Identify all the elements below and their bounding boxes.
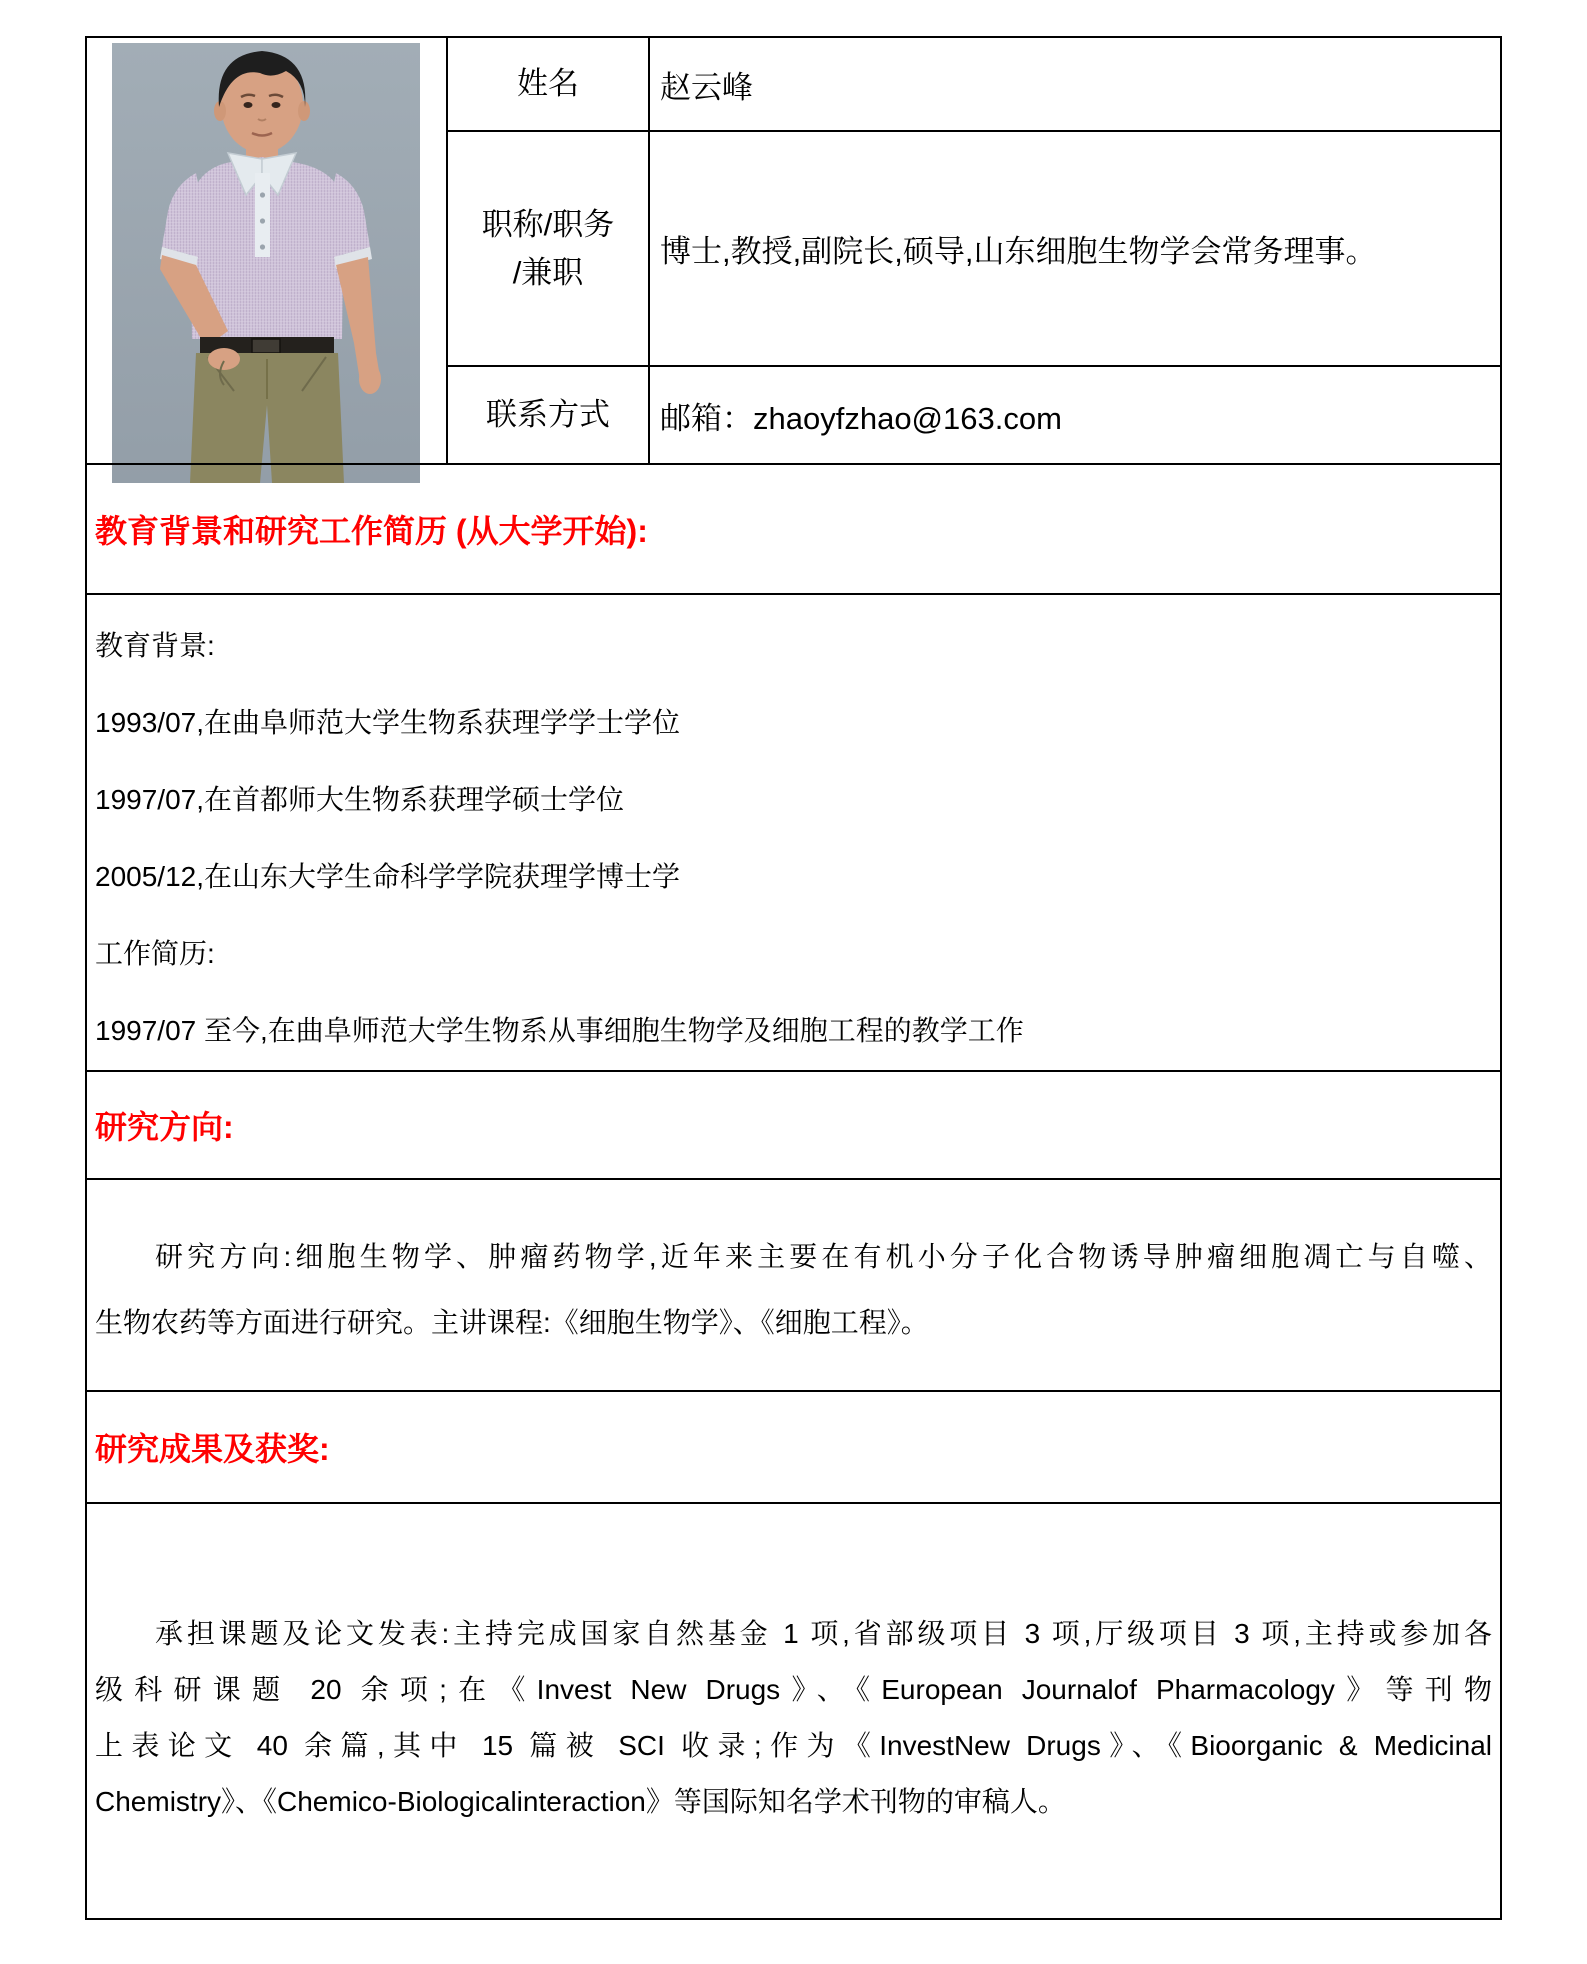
text-line: 工作简历: [95, 938, 215, 969]
section-body-achievements [87, 1502, 1500, 1918]
text-line: 承担课题及论文发表:主持完成国家自然基金 1 项,省部级项目 3 项,厅级项目 3 项,主持或参加各 [155, 1618, 1492, 1649]
table-row-contact [448, 365, 1500, 463]
contact-label: 联系方式 [448, 367, 650, 463]
text-line: 职称/职务 [481, 206, 615, 242]
profile-info-column [448, 38, 1500, 463]
section-header-education [87, 463, 1500, 593]
title-label [448, 132, 650, 365]
table-row-name [448, 38, 1500, 130]
title-value: 博士,教授,副院长,硕导,山东细胞生物学会常务理事。 [660, 234, 1377, 269]
profile-table [87, 38, 1500, 463]
text-line: Chemistry》、《Chemico-Biologicalinteraction》等国际知名学术刊物的审稿人。 [95, 1786, 1066, 1817]
text-line: 上表论文 40 余篇,其中 15 篇被 SCI 收录;作为《InvestNew Drugs》、《Bioorganic & Medicinal [95, 1730, 1492, 1761]
section-header-achievements [87, 1390, 1500, 1502]
contact-email-value: 邮箱：zhaoyfzhao@163.com [660, 400, 1062, 436]
text-line: 1993/07,在曲阜师范大学生物系获理学学士学位 [95, 707, 680, 738]
text-line: 2005/12,在山东大学生命科学学院获理学博士学 [95, 861, 680, 892]
section-body-research [87, 1178, 1500, 1390]
text-line: 教育背景: [95, 630, 215, 661]
text-line: /兼职 [512, 254, 584, 290]
text-line: 研究方向:细胞生物学、肿瘤药物学,近年来主要在有机小分子化合物诱导肿瘤细胞凋亡与自噬、 [155, 1241, 1492, 1272]
photo-cell [87, 38, 448, 463]
name-value: 赵云峰 [660, 69, 753, 105]
education-header-text: 教育背景和研究工作简历 (从大学开始): [95, 513, 648, 549]
text-line: 1997/07,在首都师大生物系获理学硕士学位 [95, 784, 624, 815]
achievements-header-text: 研究成果及获奖: [95, 1431, 330, 1467]
faculty-profile-document [85, 36, 1502, 1920]
text-line: 级科研课题 20 余项;在《Invest New Drugs》、《European Journalof Pharmacology》等刊物 [95, 1674, 1492, 1705]
section-body-education [87, 593, 1500, 1070]
research-header-text: 研究方向: [95, 1109, 234, 1145]
text-line: 生物农药等方面进行研究。主讲课程:《细胞生物学》、《细胞工程》。 [95, 1307, 929, 1338]
section-header-research [87, 1070, 1500, 1178]
text-line: 1997/07 至今,在曲阜师范大学生物系从事细胞生物学及细胞工程的教学工作 [95, 1015, 1024, 1046]
name-label: 姓名 [448, 38, 650, 130]
table-row-title [448, 130, 1500, 365]
